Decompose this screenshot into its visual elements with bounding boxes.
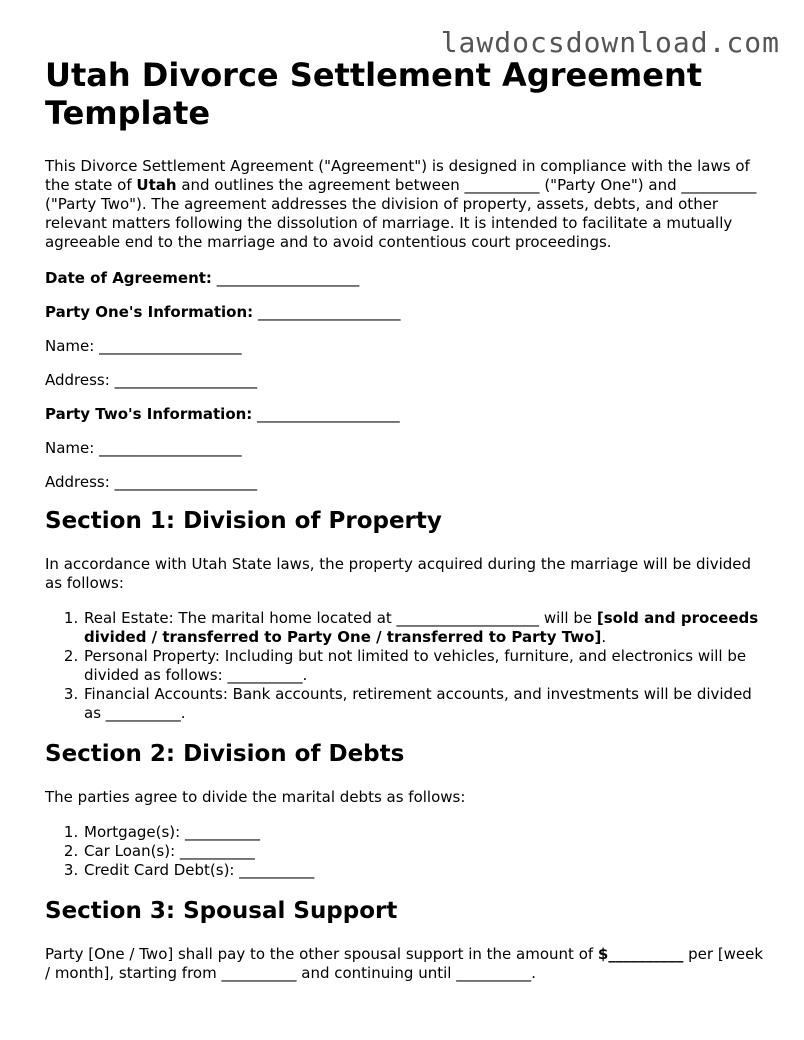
debts-list <box>45 823 765 880</box>
intro-text: ("Party Two"). The agreement addresses the division of property, assets, debts, and other relevant matters following the dissolution of marriage. It is intended to facilitate a mutually agreeable end to the marriage and to avoid contentious court proceedings. <box>45 195 733 251</box>
party-two-address-field <box>45 473 765 492</box>
party-one-name-field <box>45 337 765 356</box>
section-3-paragraph: Party [One / Two] shall pay to the other spousal support in the amount of $__________ per [week / month], starting from __________ and continuing until __________. <box>45 945 764 982</box>
list-item: 3. Credit Card Debt(s): __________ <box>83 861 765 880</box>
personal-property-blank[interactable]: __________ <box>227 666 303 684</box>
party-one-address-field <box>45 371 765 390</box>
party-one-address-blank[interactable]: ___________________ <box>114 371 258 389</box>
party-one-blank[interactable]: __________ <box>464 176 540 194</box>
party-two-name-label: Name: <box>45 439 95 457</box>
document-title: Utah Divorce Settlement Agreement Template <box>45 56 703 132</box>
section-2-heading: Section 2: Division of Debts <box>45 741 405 767</box>
car-loan-blank[interactable]: __________ <box>179 842 255 860</box>
end-date-blank[interactable]: __________ <box>456 964 532 982</box>
state-name: Utah <box>136 176 177 194</box>
party-two-address-blank[interactable]: ___________________ <box>114 473 258 491</box>
party-two-name-field <box>45 439 765 458</box>
section-1-heading: Section 1: Division of Property <box>45 508 442 534</box>
party-one-address-label: Address: <box>45 371 110 389</box>
start-date-blank[interactable]: __________ <box>221 964 297 982</box>
party-two-name-blank[interactable]: ___________________ <box>99 439 242 457</box>
intro-text: This Divorce Settlement Agreement ("Agreement") is designed in compliance with the laws of the state of <box>45 157 750 194</box>
date-blank[interactable]: ___________________ <box>216 269 360 287</box>
section-3 <box>45 897 765 983</box>
date-field <box>45 269 765 288</box>
watermark: lawdocsdownload.com <box>440 26 780 59</box>
party-one-info-blank[interactable]: ___________________ <box>257 303 401 321</box>
party-one-info-label: Party One's Information: <box>45 303 254 321</box>
date-label: Date of Agreement: <box>45 269 212 287</box>
credit-card-blank[interactable]: __________ <box>239 861 315 879</box>
party-two-address-label: Address: <box>45 473 110 491</box>
support-amount-blank[interactable]: $__________ <box>597 945 684 963</box>
intro-text: ("Party One") and <box>539 176 682 194</box>
intro-paragraph <box>45 157 765 252</box>
list-item: 1. Real Estate: The marital home located at ___________________ will be [sold and proceeds divided / transferred to Party One / transferred to Party Two]. <box>83 609 765 647</box>
party-two-info-field <box>45 405 765 424</box>
section-2 <box>45 740 765 880</box>
party-one-name-label: Name: <box>45 337 95 355</box>
document-body <box>45 56 765 983</box>
party-two-info-label: Party Two's Information: <box>45 405 253 423</box>
party-two-info-blank[interactable]: ___________________ <box>257 405 400 423</box>
real-estate-options: [sold and proceeds divided / transferred to Party One / transferred to Party Two] <box>84 609 759 646</box>
property-list <box>45 609 765 723</box>
party-two-blank[interactable]: __________ <box>681 176 757 194</box>
mortgage-blank[interactable]: __________ <box>184 823 260 841</box>
list-item: 2. Personal Property: Including but not limited to vehicles, furniture, and electronics will be divided as follows: __________. <box>83 647 765 685</box>
section-1-intro: In accordance with Utah State laws, the property acquired during the marriage will be divided as follows: <box>45 555 752 592</box>
list-item: 3. Financial Accounts: Bank accounts, retirement accounts, and investments will be divided as __________. <box>83 685 765 723</box>
party-one-name-blank[interactable]: ___________________ <box>99 337 242 355</box>
list-item: 1. Mortgage(s): __________ <box>83 823 765 842</box>
section-1 <box>45 507 765 723</box>
financial-accounts-blank[interactable]: __________ <box>105 704 181 722</box>
list-item: 2. Car Loan(s): __________ <box>83 842 765 861</box>
party-one-info-field <box>45 303 765 322</box>
section-2-intro: The parties agree to divide the marital debts as follows: <box>45 788 466 806</box>
intro-text: and outlines the agreement between <box>176 176 465 194</box>
section-3-heading: Section 3: Spousal Support <box>45 898 398 924</box>
home-address-blank[interactable]: ___________________ <box>396 609 540 627</box>
